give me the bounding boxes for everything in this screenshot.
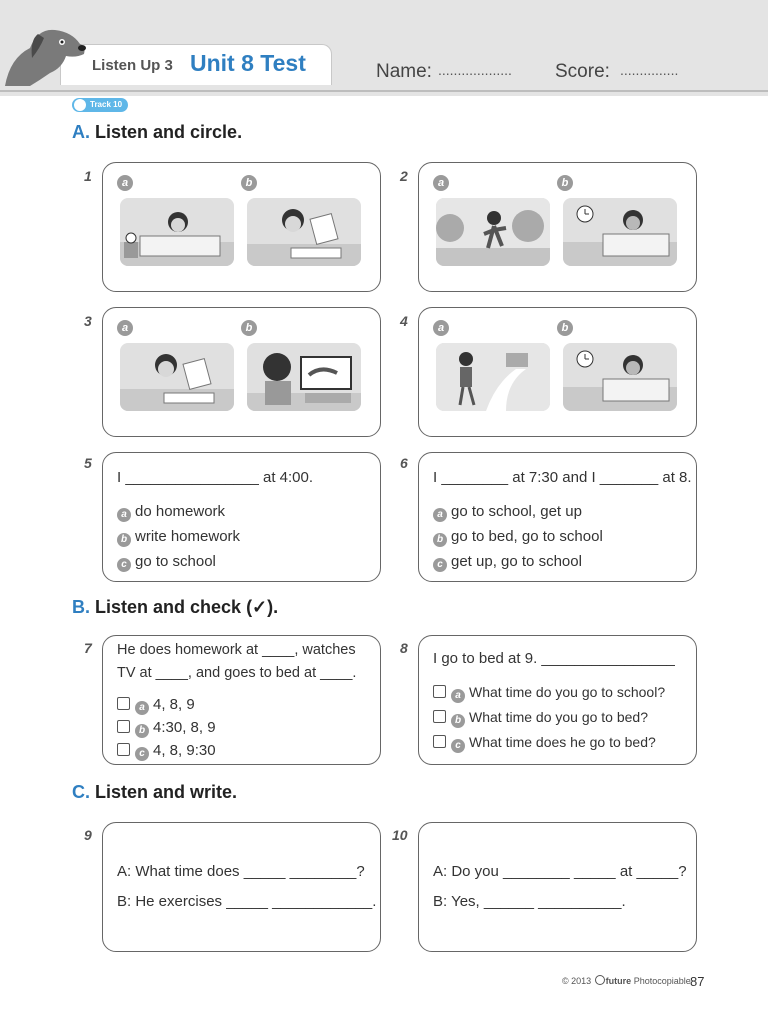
publisher-logo-icon [595, 975, 605, 985]
question-6-number: 6 [400, 455, 408, 471]
option-b-badge: b [433, 533, 447, 547]
question-5-option-a[interactable] [117, 503, 225, 522]
cd-icon [74, 99, 86, 111]
name-label: Name: [376, 61, 432, 82]
option-a-badge: a [433, 508, 447, 522]
photocopiable-text: Photocopiable [633, 976, 691, 986]
checkbox[interactable] [117, 697, 130, 710]
question-7-option-b[interactable] [117, 719, 216, 738]
section-a-letter: A. [72, 122, 90, 142]
checkbox[interactable] [433, 685, 446, 698]
section-b-letter: B. [72, 597, 90, 617]
question-7-number: 7 [84, 640, 92, 656]
picture-boy-in-bed-clock[interactable] [563, 198, 677, 266]
picture-girl-waking-up[interactable] [120, 198, 234, 266]
section-a-text: Listen and circle. [95, 122, 243, 142]
option-text: 4:30, 8, 9 [153, 719, 216, 736]
question-9-number: 9 [84, 827, 92, 843]
question-8-option-c[interactable] [433, 734, 656, 753]
picture-boy-in-bed-clock[interactable] [563, 343, 677, 411]
series-title: Listen Up 3 [92, 57, 173, 74]
question-5-box [102, 452, 381, 582]
option-b-badge: b [557, 175, 573, 191]
question-6-box [418, 452, 697, 582]
option-a-badge: a [117, 508, 131, 522]
option-a-badge: a [451, 689, 465, 703]
question-9-line-b[interactable]: B: He exercises _____ ____________. [117, 893, 377, 910]
name-field[interactable]: ................... [438, 62, 512, 78]
option-b-badge: b [135, 724, 149, 738]
option-text: go to bed, go to school [451, 528, 603, 545]
question-5-prompt: I ________________ at 4:00. [117, 469, 314, 486]
option-a-badge: a [117, 175, 133, 191]
option-text: What time does he go to bed? [469, 734, 656, 750]
option-text: get up, go to school [451, 553, 582, 570]
question-7-option-a[interactable] [117, 696, 195, 715]
question-6-option-a[interactable] [433, 503, 582, 522]
question-5-option-c[interactable] [117, 553, 216, 572]
option-a-badge: a [433, 320, 449, 336]
score-label: Score: [555, 61, 610, 82]
picture-boy-homework[interactable] [120, 343, 234, 411]
question-1-number: 1 [84, 168, 92, 184]
option-text: What time do you go to bed? [469, 709, 648, 725]
picture-girl-walking-to-school[interactable] [436, 343, 550, 411]
question-3-number: 3 [84, 313, 92, 329]
track-badge [72, 98, 128, 112]
page-number: 87 [690, 974, 705, 989]
question-5-number: 5 [84, 455, 92, 471]
checkbox[interactable] [117, 743, 130, 756]
section-c-letter: C. [72, 782, 90, 802]
question-10-number: 10 [392, 827, 408, 843]
dog-mascot-icon [0, 18, 95, 88]
checkbox[interactable] [433, 710, 446, 723]
question-6-option-c[interactable] [433, 553, 582, 572]
checkbox[interactable] [117, 720, 130, 733]
option-a-badge: a [135, 701, 149, 715]
option-b-badge: b [451, 714, 465, 728]
question-9-box [102, 822, 381, 952]
track-label: Track 10 [90, 100, 123, 109]
question-4-number: 4 [400, 313, 408, 329]
option-text: 4, 8, 9 [153, 696, 195, 713]
picture-boy-homework[interactable] [247, 198, 361, 266]
option-text: 4, 8, 9:30 [153, 742, 216, 759]
option-text: What time do you go to school? [469, 684, 666, 700]
unit-title: Unit 8 Test [190, 50, 306, 76]
section-c-title [72, 782, 237, 803]
question-10-line-b[interactable]: B: Yes, ______ __________. [433, 893, 626, 910]
section-b-text: Listen and check (✓). [95, 597, 279, 617]
question-10-box [418, 822, 697, 952]
option-b-badge: b [241, 320, 257, 336]
footer-credit [562, 975, 691, 986]
option-text: go to school, get up [451, 503, 582, 520]
section-c-text: Listen and write. [95, 782, 238, 802]
copyright-text: © 2013 [562, 976, 592, 986]
question-5-option-b[interactable] [117, 528, 240, 547]
question-7-option-c[interactable] [117, 742, 216, 761]
option-c-badge: c [135, 747, 149, 761]
question-8-number: 8 [400, 640, 408, 656]
section-b-title [72, 597, 278, 618]
option-b-badge: b [241, 175, 257, 191]
question-1-box [102, 162, 381, 292]
question-7-prompt-line-2: TV at ____, and goes to bed at ____. [117, 665, 357, 681]
question-8-box [418, 635, 697, 765]
checkbox[interactable] [433, 735, 446, 748]
question-10-line-a[interactable]: A: Do you ________ _____ at _____? [433, 863, 687, 880]
option-text: write homework [135, 528, 241, 545]
question-2-number: 2 [400, 168, 408, 184]
header-divider [0, 90, 768, 92]
publisher-name: future [605, 976, 632, 986]
option-c-badge: c [433, 558, 447, 572]
option-b-badge: b [557, 320, 573, 336]
option-text: do homework [135, 503, 226, 520]
picture-watching-tv[interactable] [247, 343, 361, 411]
question-4-box [418, 307, 697, 437]
question-8-prompt: I go to bed at 9. ________________ [433, 650, 675, 667]
option-c-badge: c [117, 558, 131, 572]
question-9-line-a[interactable]: A: What time does _____ ________? [117, 863, 365, 880]
question-8-option-b[interactable] [433, 709, 648, 728]
option-text: go to school [135, 553, 216, 570]
question-6-option-b[interactable] [433, 528, 603, 547]
score-field[interactable]: ............... [620, 62, 679, 78]
option-a-badge: a [433, 175, 449, 191]
question-7-prompt-line-1: He does homework at ____, watches [117, 642, 356, 658]
question-3-box [102, 307, 381, 437]
question-7-box [102, 635, 381, 765]
option-c-badge: c [451, 739, 465, 753]
picture-girl-running[interactable] [436, 198, 550, 266]
question-2-box [418, 162, 697, 292]
option-b-badge: b [117, 533, 131, 547]
question-6-prompt: I ________ at 7:30 and I _______ at 8. [433, 469, 692, 486]
question-8-option-a[interactable] [433, 684, 665, 703]
section-a-title [72, 122, 242, 143]
option-a-badge: a [117, 320, 133, 336]
